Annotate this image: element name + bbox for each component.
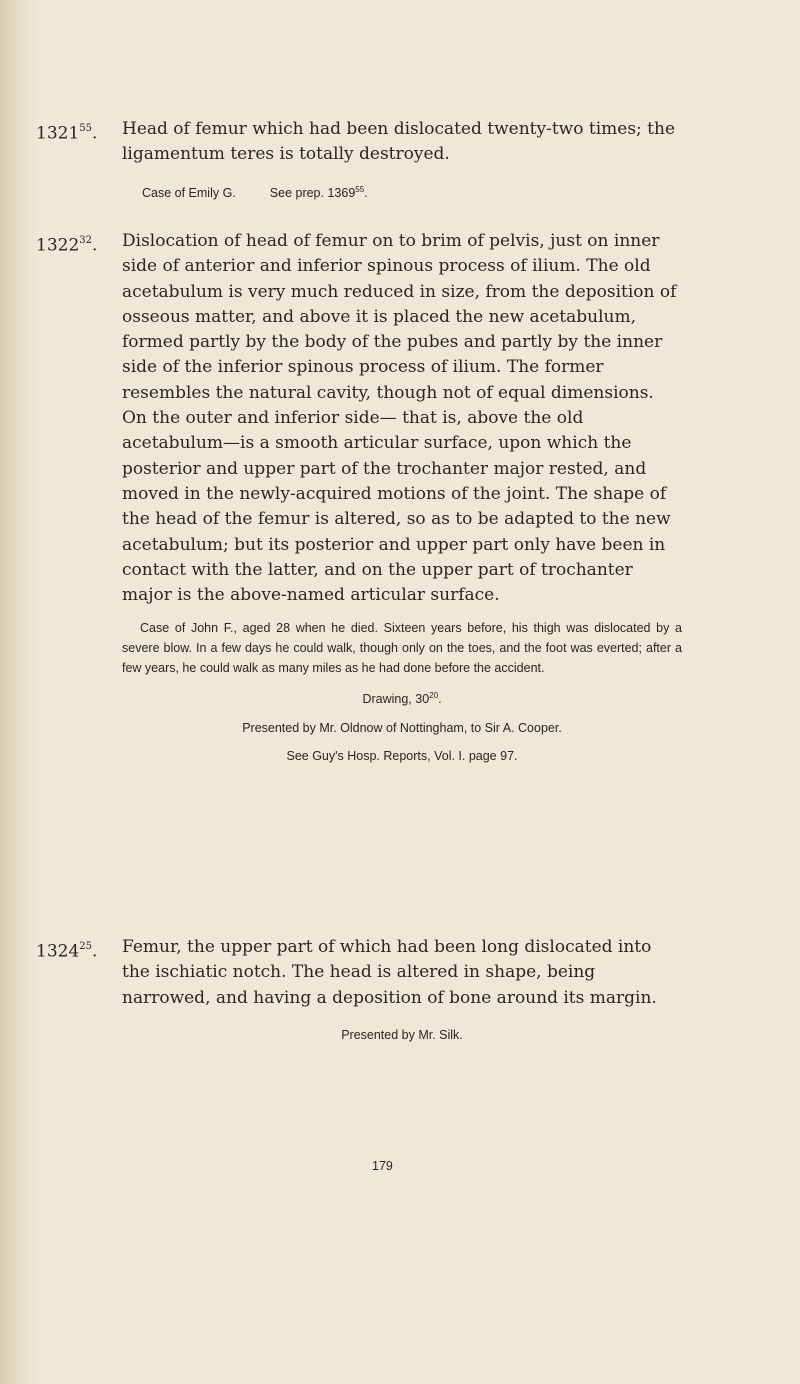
entry-number: 1322$^{32}$.	[36, 235, 98, 256]
case-history-note: Case of John F., aged 28 when he died. Sixteen years before, his thigh was dislocated by a severe blow. In a few days he could walk, though only on the toes, and the foot was everted; after a few years, he could walk as many miles as he had done before the accident.	[122, 621, 682, 676]
see-prep-ref: See prep. 1369$^{55}$.	[269, 184, 368, 200]
entry-number: 1321$^{55}$.	[36, 123, 98, 144]
case-note	[122, 180, 682, 203]
see-reference: See Guy's Hosp. Reports, Vol. I. page 97.	[286, 748, 518, 763]
catalogue-entry-1324	[36, 935, 682, 1045]
drawing-ref: Drawing, $30^{20}$.	[362, 691, 442, 707]
entry-number: 1324$^{25}$.	[36, 941, 98, 962]
presented-by: Presented by Mr. Oldnow of Nottingham, to Sir A. Cooper.	[242, 720, 562, 735]
case-name: Case of Emily G.	[142, 185, 236, 200]
catalogue-entry-1321	[36, 117, 682, 203]
page-number: 179	[372, 1159, 393, 1173]
entry-description: Femur, the upper part of which had been long dislocated into the ischiatic notch. The head is altered in shape, being narrowed, and having a deposition of bone around its margin.	[122, 937, 657, 1008]
entry-description: Head of femur which had been dislocated twenty-two times; the ligamentum teres is totally destroyed.	[122, 119, 676, 165]
presented-by: Presented by Mr. Silk.	[341, 1027, 463, 1042]
entry-description: Dislocation of head of femur on to brim of pelvis, just on inner side of anterior and inferior spinous process of ilium. The old acetabulum is very much reduced in size, from the deposition of osseous matter, and above it is placed the new acetabulum, formed partly by the body of the pubes and partly by the inner side of the inferior spinous process of ilium. The former resembles the natural cavity, though not of equal dimensions. On the outer and inferior side— that is, above the old acetabulum—is a smooth articular surface, upon which the posterior and upper part of the trochanter major rested, and moved in the newly-acquired motions of the joint. The shape of the head of the femur is altered, so as to be adapted to the new acetabulum; but its posterior and upper part only have been in contact with the latter, and on the upper part of trochanter major is the above-named articular surface.	[122, 231, 677, 606]
catalogue-entry-1322	[36, 229, 682, 766]
page-edge-shadow	[0, 0, 38, 1384]
